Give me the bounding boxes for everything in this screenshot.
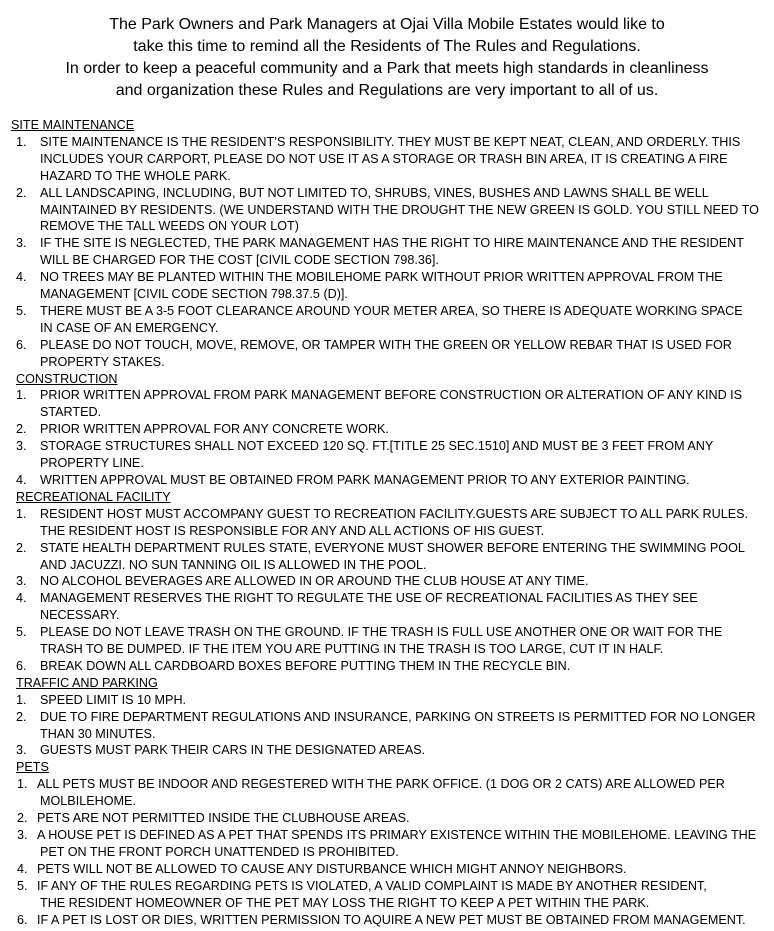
- rule-number: 3.: [16, 574, 27, 589]
- rule-item: [0, 540, 774, 574]
- rule-text-line: IF THE SITE IS NEGLECTED, THE PARK MANAGEMENT HAS THE RIGHT TO HIRE MAINTENANCE AND THE RESIDENT: [40, 236, 744, 251]
- rule-text-line: TRASH TO BE DUMPED. IF THE ITEM YOU ARE PUTTING IN THE TRASH IS TOO LARGE, CUT IT IN HALF.: [40, 642, 664, 657]
- rule-number: 2.: [16, 540, 27, 555]
- rule-text-line: WILL BE CHARGED FOR THE COST [CIVIL CODE SECTION 798.36].: [40, 253, 439, 268]
- rule-item: [0, 827, 774, 861]
- rule-text-line: STORAGE STRUCTURES SHALL NOT EXCEED 120 SQ. FT.[TITLE 25 SEC.1510] AND MUST BE 3 FEET FROM ANY: [40, 439, 714, 454]
- rule-number: 1.: [16, 692, 27, 707]
- rule-text-line: NO TREES MAY BE PLANTED WITHIN THE MOBILEHOME PARK WITHOUT PRIOR WRITTEN APPROVAL FROM THE: [40, 270, 723, 285]
- rule-item: [0, 878, 774, 912]
- rule-item: [0, 235, 774, 269]
- rule-text-line: PROPERTY LINE.: [40, 456, 144, 471]
- rule-number: 2.: [16, 185, 27, 200]
- rule-text-line: PRIOR WRITTEN APPROVAL FROM PARK MANAGEMENT BEFORE CONSTRUCTION OR ALTERATION OF ANY KIND IS: [40, 388, 743, 403]
- rule-item: [0, 303, 774, 337]
- intro-line: take this time to remind all the Residents of The Rules and Regulations.: [133, 38, 641, 55]
- rule-text-line: WRITTEN APPROVAL MUST BE OBTAINED FROM PARK MANAGEMENT PRIOR TO ANY EXTERIOR PAINTING.: [40, 473, 690, 487]
- rule-item: [0, 658, 774, 675]
- rule-item: [0, 269, 774, 303]
- rule-text-line: HAZARD TO THE WHOLE PARK.: [40, 168, 231, 183]
- rule-text-line: MAINTAINED BY RESIDENTS. (WE UNDERSTAND WITH THE DROUGHT THE NEW GREEN IS GOLD. YOU STILL NEED TO: [40, 202, 759, 217]
- rule-text-line: PRIOR WRITTEN APPROVAL FOR ANY CONCRETE WORK.: [40, 422, 389, 437]
- intro-line: The Park Owners and Park Managers at Ojai Villa Mobile Estates would like to: [109, 16, 665, 33]
- rule-number: 6.: [16, 658, 27, 673]
- rule-text-line: MANAGEMENT RESERVES THE RIGHT TO REGULATE THE USE OF RECREATIONAL FACILITIES AS THEY SEE: [40, 591, 698, 606]
- rule-text-line: SITE MAINTENANCE IS THE RESIDENT’S RESPONSIBILITY. THEY MUST BE KEPT NEAT, CLEAN, AND ORDERLY. THIS: [40, 134, 741, 149]
- rule-number: 1.: [16, 134, 27, 149]
- rule-number: 2.: [16, 422, 27, 437]
- rule-number: 5.: [17, 878, 28, 893]
- rule-text-line: PETS ARE NOT PERMITTED INSIDE THE CLUBHOUSE AREAS.: [37, 811, 410, 826]
- section-heading: TRAFFIC AND PARKING: [16, 675, 158, 690]
- rule-item: [0, 185, 774, 236]
- rule-text-line: THE RESIDENT HOMEOWNER OF THE PET MAY LOSS THE RIGHT TO KEEP A PET WITHIN THE PARK.: [40, 895, 650, 910]
- rule-number: 1.: [17, 777, 28, 792]
- rule-item: [0, 624, 774, 658]
- rule-text-line: THERE MUST BE A 3-5 FOOT CLEARANCE AROUND YOUR METER AREA, SO THERE IS ADEQUATE WORKING SPACE: [40, 303, 743, 318]
- rule-number: 1.: [16, 388, 27, 403]
- rule-text-line: RESIDENT HOST MUST ACCOMPANY GUEST TO RECREATION FACILITY.GUESTS ARE SUBJECT TO ALL PARK RULES.: [40, 506, 748, 521]
- section-heading: SITE MAINTENANCE: [11, 118, 135, 132]
- rule-number: 4.: [16, 591, 27, 606]
- rule-text-line: ALL PETS MUST BE INDOOR AND REGESTERED WITH THE PARK OFFICE. (1 DOG OR 2 CATS) ARE ALLOWED PER: [37, 777, 725, 792]
- rule-text-line: REMOVE THE TALL WEEDS ON YOUR LOT): [40, 219, 299, 234]
- section-construction: [0, 371, 774, 489]
- rule-number: 4.: [16, 270, 27, 285]
- rule-item: [0, 506, 774, 540]
- rule-text-line: INCLUDES YOUR CARPORT, PLEASE DO NOT USE IT AS A STORAGE OR TRASH BIN AREA, IT IS CREATING A FIRE: [40, 151, 728, 166]
- rule-item: [0, 810, 774, 827]
- rule-text-line: PETS WILL NOT BE ALLOWED TO CAUSE ANY DISTURBANCE WHICH MIGHT ANNOY NEIGHBORS.: [37, 861, 627, 876]
- rule-number: 4.: [16, 473, 27, 487]
- rule-text-line: BREAK DOWN ALL CARDBOARD BOXES BEFORE PUTTING THEM IN THE RECYCLE BIN.: [40, 658, 571, 673]
- rule-text-line: STARTED.: [40, 405, 102, 420]
- rule-item: [0, 590, 774, 624]
- rule-item: [0, 337, 774, 371]
- section-pets: [0, 759, 774, 928]
- rule-number: 4.: [17, 861, 28, 876]
- rule-text-line: PLEASE DO NOT LEAVE TRASH ON THE GROUND. IF THE TRASH IS FULL USE ANOTHER ONE OR WAIT FOR THE: [40, 625, 723, 640]
- rule-text-line: AND JACUZZI. NO SUN TANNING OIL IS ALLOWED IN THE POOL.: [40, 557, 427, 572]
- rule-number: 6.: [17, 912, 28, 927]
- rule-item: [0, 692, 774, 709]
- rule-text-line: ALL LANDSCAPING, INCLUDING, BUT NOT LIMITED TO, SHRUBS, VINES, BUSHES AND LAWNS SHALL BE WELL: [40, 185, 709, 200]
- intro-line: and organization these Rules and Regulations are very important to all of us.: [115, 82, 659, 99]
- section-heading: RECREATIONAL FACILITY: [16, 489, 171, 504]
- rule-text-line: DUE TO FIRE DEPARTMENT REGULATIONS AND INSURANCE, PARKING ON STREETS IS PERMITTED FOR NO LONGER: [40, 709, 756, 724]
- rule-text-line: IN CASE OF AN EMERGENCY.: [40, 320, 219, 335]
- rule-number: 1.: [16, 506, 27, 521]
- rule-item: [0, 912, 774, 929]
- section-recreational-facility: [0, 489, 774, 675]
- section-heading: CONSTRUCTION: [16, 371, 118, 386]
- rule-text-line: MOLBILEHOME.: [40, 794, 136, 809]
- intro-paragraph: [0, 14, 774, 102]
- section-site-maintenance: [0, 117, 774, 371]
- rule-item: [0, 573, 774, 590]
- rules-list: [0, 117, 774, 928]
- rule-text-line: NO ALCOHOL BEVERAGES ARE ALLOWED IN OR AROUND THE CLUB HOUSE AT ANY TIME.: [40, 574, 589, 589]
- rule-text-line: PROPERTY STAKES.: [40, 354, 165, 369]
- rule-text-line: A HOUSE PET IS DEFINED AS A PET THAT SPENDS ITS PRIMARY EXISTENCE WITHIN THE MOBILEHOME. LEAVING THE: [37, 827, 757, 842]
- section-traffic-and-parking: [0, 675, 774, 760]
- rule-item: [0, 472, 774, 489]
- rule-number: 2.: [16, 709, 27, 724]
- rule-number: 5.: [16, 303, 27, 318]
- rule-item: [0, 438, 774, 472]
- rule-item: [0, 387, 774, 421]
- rule-number: 2.: [17, 811, 28, 826]
- rule-number: 3.: [16, 439, 27, 454]
- rule-text-line: IF ANY OF THE RULES REGARDING PETS IS VIOLATED, A VALID COMPLAINT IS MADE BY ANOTHER RESIDENT,: [37, 878, 707, 893]
- rule-item: [0, 134, 774, 185]
- rule-text-line: MANAGEMENT [CIVIL CODE SECTION 798.37.5 (D)].: [40, 287, 348, 302]
- intro-line: In order to keep a peaceful community and a Park that meets high standards in cleanliness: [65, 60, 709, 77]
- rule-text-line: THAN 30 MINUTES.: [40, 726, 156, 741]
- rule-item: [0, 709, 774, 743]
- rule-number: 3.: [17, 827, 28, 842]
- rule-text-line: IF A PET IS LOST OR DIES, WRITTEN PERMISSION TO AQUIRE A NEW PET MUST BE OBTAINED FROM MANAGEMENT.: [37, 912, 746, 927]
- rule-text-line: PLEASE DO NOT TOUCH, MOVE, REMOVE, OR TAMPER WITH THE GREEN OR YELLOW REBAR THAT IS USED FOR: [40, 337, 732, 352]
- rule-number: 6.: [16, 337, 27, 352]
- rule-number: 5.: [16, 625, 27, 640]
- rule-text-line: NECESSARY.: [40, 608, 120, 623]
- section-heading: PETS: [16, 760, 49, 775]
- rule-text-line: PET ON THE FRONT PORCH UNATTENDED IS PROHIBITED.: [40, 844, 399, 859]
- rule-item: [0, 742, 774, 759]
- rule-item: [0, 776, 774, 810]
- rule-text-line: THE RESIDENT HOST IS RESPONSIBLE FOR ANY AND ALL ACTIONS OF HIS GUEST.: [40, 523, 545, 538]
- rule-number: 3.: [16, 236, 27, 251]
- rule-item: [0, 421, 774, 438]
- rule-number: 3.: [16, 743, 27, 758]
- rule-item: [0, 861, 774, 878]
- rule-text-line: STATE HEALTH DEPARTMENT RULES STATE, EVERYONE MUST SHOWER BEFORE ENTERING THE SWIMMING POOL: [40, 540, 745, 555]
- rule-text-line: GUESTS MUST PARK THEIR CARS IN THE DESIGNATED AREAS.: [40, 743, 426, 758]
- rule-text-line: SPEED LIMIT IS 10 MPH.: [40, 692, 187, 707]
